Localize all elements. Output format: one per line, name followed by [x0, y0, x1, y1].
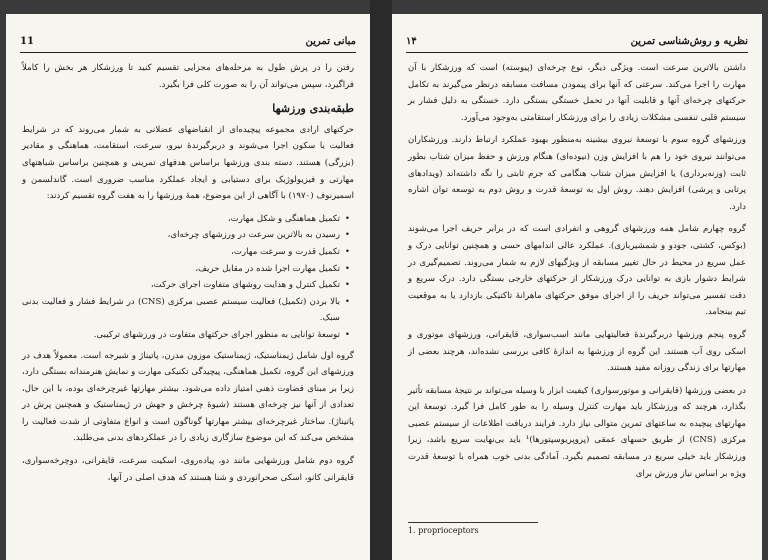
left-intro-paragraph: رفتن را در پرش طول به مرحله‌های مجزایی تقسیم کنید تا ورزشکار هر بخش را کاملاً فراگیرد، سپس می‌تواند آن را به صورت کلی فرا بگیرد. — [22, 63, 354, 90]
left-page-number: 11 — [20, 36, 34, 47]
list-item: • تکمیل مهارت اجرا شده در مقابل حریف، — [22, 261, 340, 278]
left-paragraph-3: گروه دوم شامل ورزشهایی مانند دو، پیاده‌روی، اسکیت سرعت، قایقرانی، دوچرخه‌سواری، قایقرانی کانو، اسکی صحرانوردی و شنا هستند که هدف اصلی در آنها، — [22, 456, 354, 483]
left-running-title: مبانی تمرین — [305, 36, 356, 47]
list-item: • تکمیل هماهنگی و شکل مهارت، — [22, 211, 340, 228]
footnote: 1. proprioceptors — [408, 526, 479, 535]
list-item: • تکمیل کنترل و هدایت روشهای متفاوت اجرای حرکت، — [22, 277, 340, 294]
footnote-divider — [408, 522, 538, 523]
right-paragraph-3: گروه چهارم شامل همه ورزشهای گروهی و انفرادی است که در برابر حریف اجرا می‌شوند (بوکس، کشتی، جودو و شمشیربازی). عملکرد عالی اندامهای حسی و همچنین توانایی درک و عمل سریع در محیط در حال تغییر مسابقه از ویژگیهای لازم به شمار می‌روند. تصمیم‌گیری در شرایط دشوار بازی به توانایی درک ورزشکار از حرکتهای خارجی بستگی دارد. درک سریع و دقت تفسیر می‌تواند حریف را از اجرای موفق حرکتهای ماهرانهٔ تاکتیکی بازدارد یا به موقعیت تیم بینجامد. — [408, 224, 746, 318]
left-page — [6, 14, 370, 560]
left-page-body — [22, 60, 354, 492]
right-running-title: نظریه و روش‌شناسی تمرین — [630, 36, 748, 47]
left-paragraph-1: حرکتهای ارادی مجموعه پیچیده‌ای از انقباضهای عضلانی به شمار می‌روند که در شرایط فعالیت یا سکون اجرا می‌شوند و دربرگیرندهٔ نیرو، سرعت، استقامت، هماهنگی و مقادیر (بزرگی) هستند. دسته بندی ورزشها براساس هدفهای تمرینی و همچنین براساس شباهتهای مهارتی و فیزیولوژیک برای دستیابی و ایجاد عملکرد مناسب ضروری است. گاندلسمن و اسمیرنوف (۱۹۷۰) با آگاهی از این موضوع، همهٔ ورزشها را به هفت گروه تقسیم کردند: — [22, 124, 354, 202]
right-paragraph-2: ورزشهای گروه سوم با توسعهٔ نیروی بیشینه به‌منظور بهبود عملکرد ارتباط دارند. ورزشکاران می‌توانند نیروی خود را هم با افزایش وزن (نیوده‌ای) هنگام ورزش و حفظ میزان شتاب بطور ثابت (وزنه‌برداری) یا افزایش میزان شتاب هنگامی که جرم ثابتی را نگه داشته‌اند (ویدادهای پرتابی و پرشی) افزایش دهند. روش اول به توسعهٔ قدرت و روش دوم به توسعه توان اشاره دارد. — [408, 135, 746, 212]
book-gutter — [370, 0, 392, 560]
right-page-header — [406, 36, 748, 53]
list-item: • رسیدن به بالاترین سرعت در ورزشهای چرخه‌ای، — [22, 227, 340, 244]
left-page-header — [20, 36, 356, 53]
list-item: • تکمیل قدرت و سرعت مهارت، — [22, 244, 340, 261]
list-item: • بالا بردن (تکمیل) فعالیت سیستم عصبی مرکزی (CNS) در شرایط فشار و فعالیت بدنی سبک. — [22, 294, 340, 327]
right-page — [392, 14, 762, 560]
right-page-body — [408, 60, 746, 488]
right-paragraph-5: در بعضی ورزشها (قایقرانی و موتورسواری) کیفیت ابزار با وسیله می‌تواند بر نتیجهٔ مسابقه تأثیر بگذارد، هرچند که ورزشکار باید مهارت کنترل وسیله را به طور کامل فرا گیرد. توسعهٔ این مهارتهای پیچیده به ساعتهای تمرین متوالی نیاز دارد. فرایند دریافت اطلاعات از سیستم عصبی مرکزی (CNS) از طریق حسهای عمقی (پروپریوسپتورها)¹ باید بی‌نهایت سریع باشد، زیرا ورزشکار باید خیلی سریع در مسابقه تصمیم بگیرد. آمادگی بدنی خوب همراه با توسعهٔ قدرت ویژه بر اساس نیاز ورزش برای — [408, 385, 746, 479]
right-paragraph-4: گروه پنجم ورزشها دربرگیرندهٔ فعالیتهایی مانند اسب‌سواری، قایقرانی، ورزشهای موتوری و اسکی روی آب هستند. این گروه از ورزشها به اندازهٔ کافی بررسی نشده‌اند، هرچند بعضی از مهارتها برای زندگی روزانه مفید هستند. — [408, 329, 746, 374]
left-paragraph-2: گروه اول شامل ژیمناستیک، ژیمناستیک موزون مدرن، پاتیناژ و شیرجه است. معمولاً هدف در ورزشهای این گروه، تکمیل هماهنگی، پیچیدگی تکنیکی مهارت و نمایش هنرمندانه بستگی دارد، زیرا بر مبنای قضاوت ذهنی امتیاز داده می‌شود. بیشتر مهارتها غیرچرخه‌ای بوده، با این حال، تعدادی از آنها نیز چرخه‌ای هستند (شیوهٔ چرخش و جهش در ژیمناستیک و همچنین پرش در پاتیناژ). ساختار غیرچرخه‌ای بیشتر مهارتها گوناگون است و انواع متفاوتی از شدت فعالیت را مشخص می‌کند که این موضوع سازگاری زیادی را در عملکردهای بدنی می‌طلبد. — [22, 350, 354, 444]
right-paragraph-1: داشتن بالاترین سرعت است. ویژگی دیگر، نوع چرخه‌ای (پیوسته) است که ورزشکار با آن مهارت را اجرا می‌کند. سرعتی که آنها برای پیمودن مسافت مسابقه درنظر می‌گیرند به تکامل حرکتهای چرخه‌ای آنها و قابلیت آنها در تحمل خستگی بستگی دارد. خستگی به دلیل فشار بر سیستم قلبی تنفسی مشکلات زیادی را برای ورزشکار استقامتی به‌وجود می‌آورد. — [408, 63, 746, 123]
section-heading: طبقه‌بندی ورزشها — [272, 102, 354, 116]
right-page-number: ۱۴ — [406, 36, 417, 47]
list-item: • توسعهٔ توانایی به منظور اجرای حرکتهای متفاوت در ورزشهای ترکیبی. — [22, 327, 340, 344]
sport-groups-list — [22, 211, 354, 344]
